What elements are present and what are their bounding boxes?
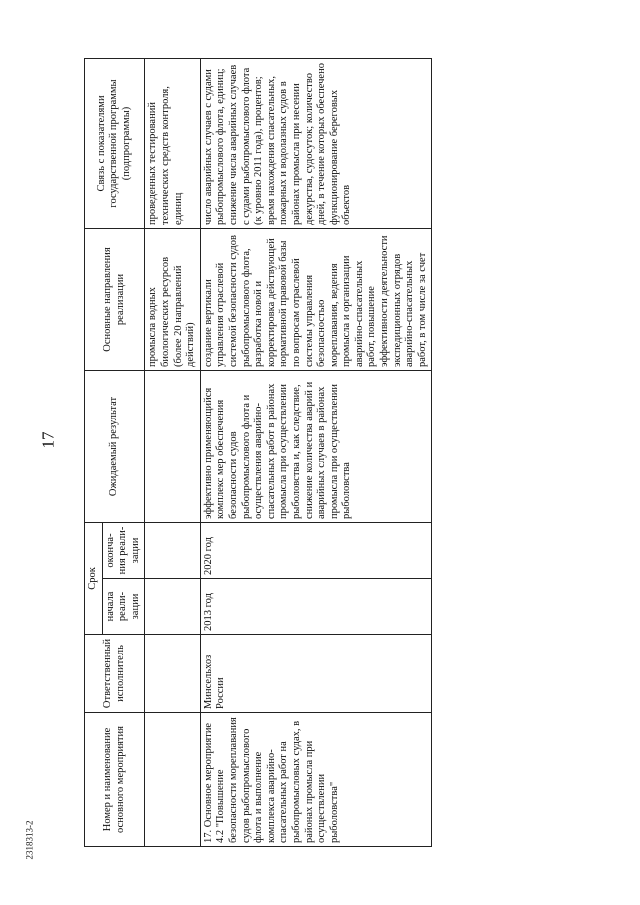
header-directions: Основные направления реализации [85,228,145,370]
page-number: 17 [38,431,58,449]
carry-responsible [145,635,200,713]
row-directions: создание вертикали управления отраслевой системой безопасности судов рыбопромыслового флота, разработка новой и корректировка действующей нормативной правовой базы по вопросам отраслевой системы управления безопасностью мореплавания, ведения промысла и организации аварийно-спасательных работ, повышение эффективности деятельности экспедиционных отрядов аварийно-спасательных работ, в том числе за счет [200,228,432,370]
row-link: число аварийных случаев с судами рыбопромыслового флота, единиц; снижение числа аварийных случаев с судами рыбопромыслового флота (к уровню 2011 года), процентов; время нахождения спасательных, пожарных и водолазных судов в районах промысла при несении дежурства, судосуток; количество дней, в течение которых обеспечено функционирование береговых объектов [200,58,432,228]
row-name: 17. Основное мероприятие 4.2 "Повышение безопасности мореплавания судов рыбопромыслового флота и выполнение комплекса аварийно-спасательных работ на рыбопромысловых судах, в районах промысла при осуществлении рыболовства" [200,713,432,847]
row-end: 2020 год [200,522,432,578]
carry-link: проведенных тестирований технических средств контроля, единиц [145,58,200,228]
row-result: эффективно применяющийся комплекс мер обеспечения безопасности судов рыбопромыслового флота и осуществления аварийно-спасательных работ в районах промысла при осуществлении рыболовства и, как следствие, снижение количества аварий и аварийных случаев в районах промысла при осуществлении рыболовства [200,370,432,522]
row-responsible: Минсельхоз России [200,635,432,713]
document-code: 2318313-2 [24,820,35,860]
header-end: оконча-ния реали-зации [102,522,145,578]
carry-end [145,522,200,578]
header-term: Срок [85,522,103,634]
rotated-table-container [84,59,596,847]
header-responsible: Ответственный исполнитель [85,635,145,713]
header-row-1 [85,58,103,846]
carryover-row [145,58,200,846]
row-start: 2013 год [200,579,432,635]
header-start: начала реали-зации [102,579,145,635]
carry-start [145,579,200,635]
program-measures-table [84,58,432,847]
header-link: Связь с показателями государственной программы (подпрограммы) [85,58,145,228]
header-name: Номер и наименование основного мероприятия [85,713,145,847]
carry-directions: промысла водных биологических ресурсов (более 20 направлений действий) [145,228,200,370]
carry-name [145,713,200,847]
header-result: Ожидаемый результат [85,370,145,522]
carry-result [145,370,200,522]
table-row [200,58,432,846]
